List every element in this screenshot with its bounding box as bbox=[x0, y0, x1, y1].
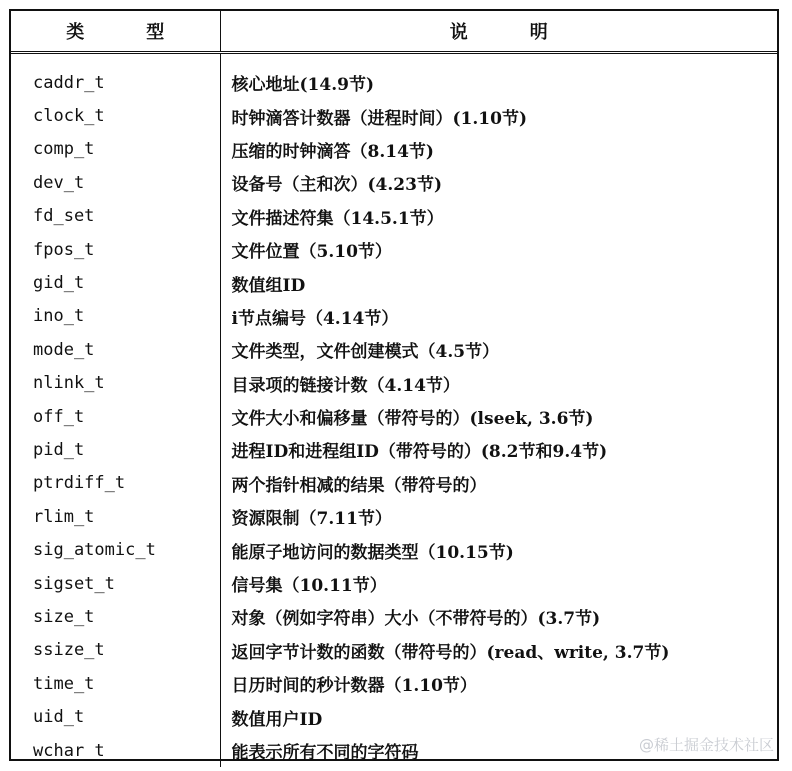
type-cell: sigset_t bbox=[11, 567, 220, 600]
type-cell: rlim_t bbox=[11, 500, 220, 533]
table-row bbox=[11, 233, 777, 266]
table-header-row bbox=[11, 11, 777, 53]
description-cell: 文件大小和偏移量（带符号的）(lseek, 3.6节) bbox=[231, 409, 594, 430]
table-row bbox=[11, 166, 777, 199]
spacer-cell-type bbox=[11, 53, 220, 67]
description-cell: 文件类型，文件创建模式（4.5节） bbox=[231, 342, 500, 363]
type-cell: caddr_t bbox=[11, 66, 220, 99]
type-cell: sig_atomic_t bbox=[11, 533, 220, 566]
description-cell: 返回字节计数的函数（带符号的）(read、write, 3.7节) bbox=[231, 642, 670, 663]
type-cell: ssize_t bbox=[11, 634, 220, 667]
description-cell: 压缩的时钟滴答（8.14节) bbox=[231, 141, 434, 162]
description-cell: 核心地址(14.9节) bbox=[231, 75, 374, 96]
type-cell: pid_t bbox=[11, 433, 220, 466]
table-row bbox=[11, 367, 777, 400]
type-cell: ino_t bbox=[11, 300, 220, 333]
description-cell: 对象（例如字符串）大小（不带符号的）(3.7节) bbox=[231, 609, 601, 630]
table-row bbox=[11, 300, 777, 333]
spacer-cell-desc bbox=[220, 53, 777, 67]
table-row bbox=[11, 467, 777, 500]
table-row bbox=[11, 400, 777, 433]
table-row bbox=[11, 533, 777, 566]
description-cell: 时钟滴答计数器（进程时间）(1.10节) bbox=[231, 108, 527, 129]
type-cell: off_t bbox=[11, 400, 220, 433]
data-types-table bbox=[11, 11, 777, 767]
table-row bbox=[11, 500, 777, 533]
type-cell: size_t bbox=[11, 600, 220, 633]
table-row bbox=[11, 667, 777, 700]
table-row bbox=[11, 567, 777, 600]
watermark: @稀土掘金技术社区 bbox=[638, 736, 774, 754]
type-cell: mode_t bbox=[11, 333, 220, 366]
type-cell: fd_set bbox=[11, 200, 220, 233]
table-row bbox=[11, 433, 777, 466]
type-cell: dev_t bbox=[11, 166, 220, 199]
table-row bbox=[11, 333, 777, 366]
type-cell: uid_t bbox=[11, 700, 220, 733]
type-cell: time_t bbox=[11, 667, 220, 700]
table-spacer bbox=[11, 53, 777, 67]
description-cell: 信号集（10.11节） bbox=[231, 576, 387, 597]
description-cell: i节点编号（4.14节） bbox=[231, 308, 399, 329]
type-cell: fpos_t bbox=[11, 233, 220, 266]
description-cell: 数值组ID bbox=[231, 275, 306, 296]
header-description: 说 明 bbox=[220, 11, 777, 53]
header-type: 类 型 bbox=[11, 11, 220, 53]
description-cell: 进程ID和进程组ID（带符号的）(8.2节和9.4节) bbox=[231, 442, 608, 463]
description-cell: 能表示所有不同的字符码 bbox=[231, 743, 419, 763]
table-row bbox=[11, 600, 777, 633]
type-cell: nlink_t bbox=[11, 367, 220, 400]
type-cell: ptrdiff_t bbox=[11, 467, 220, 500]
table-row bbox=[11, 133, 777, 166]
table-row bbox=[11, 200, 777, 233]
description-cell: 文件描述符集（14.5.1节） bbox=[231, 208, 444, 229]
description-cell: 文件位置（5.10节） bbox=[231, 242, 392, 263]
table-row bbox=[11, 634, 777, 667]
data-types-table-frame bbox=[9, 9, 779, 761]
description-cell: 日历时间的秒计数器（1.10节） bbox=[231, 676, 477, 697]
type-cell: clock_t bbox=[11, 99, 220, 132]
description-cell: 设备号（主和次）(4.23节) bbox=[231, 175, 442, 196]
description-cell: 两个指针相减的结果（带符号的） bbox=[231, 475, 487, 496]
description-cell: 数值用户ID bbox=[231, 709, 323, 730]
table-row bbox=[11, 99, 777, 132]
type-cell: wchar_t bbox=[11, 734, 220, 767]
description-cell: 目录项的链接计数（4.14节） bbox=[231, 375, 460, 396]
table-row bbox=[11, 66, 777, 99]
table-row bbox=[11, 266, 777, 299]
table-row bbox=[11, 700, 777, 733]
description-cell: 资源限制（7.11节） bbox=[231, 509, 392, 530]
description-cell: 能原子地访问的数据类型（10.15节) bbox=[231, 542, 514, 563]
type-cell: gid_t bbox=[11, 266, 220, 299]
type-cell: comp_t bbox=[11, 133, 220, 166]
